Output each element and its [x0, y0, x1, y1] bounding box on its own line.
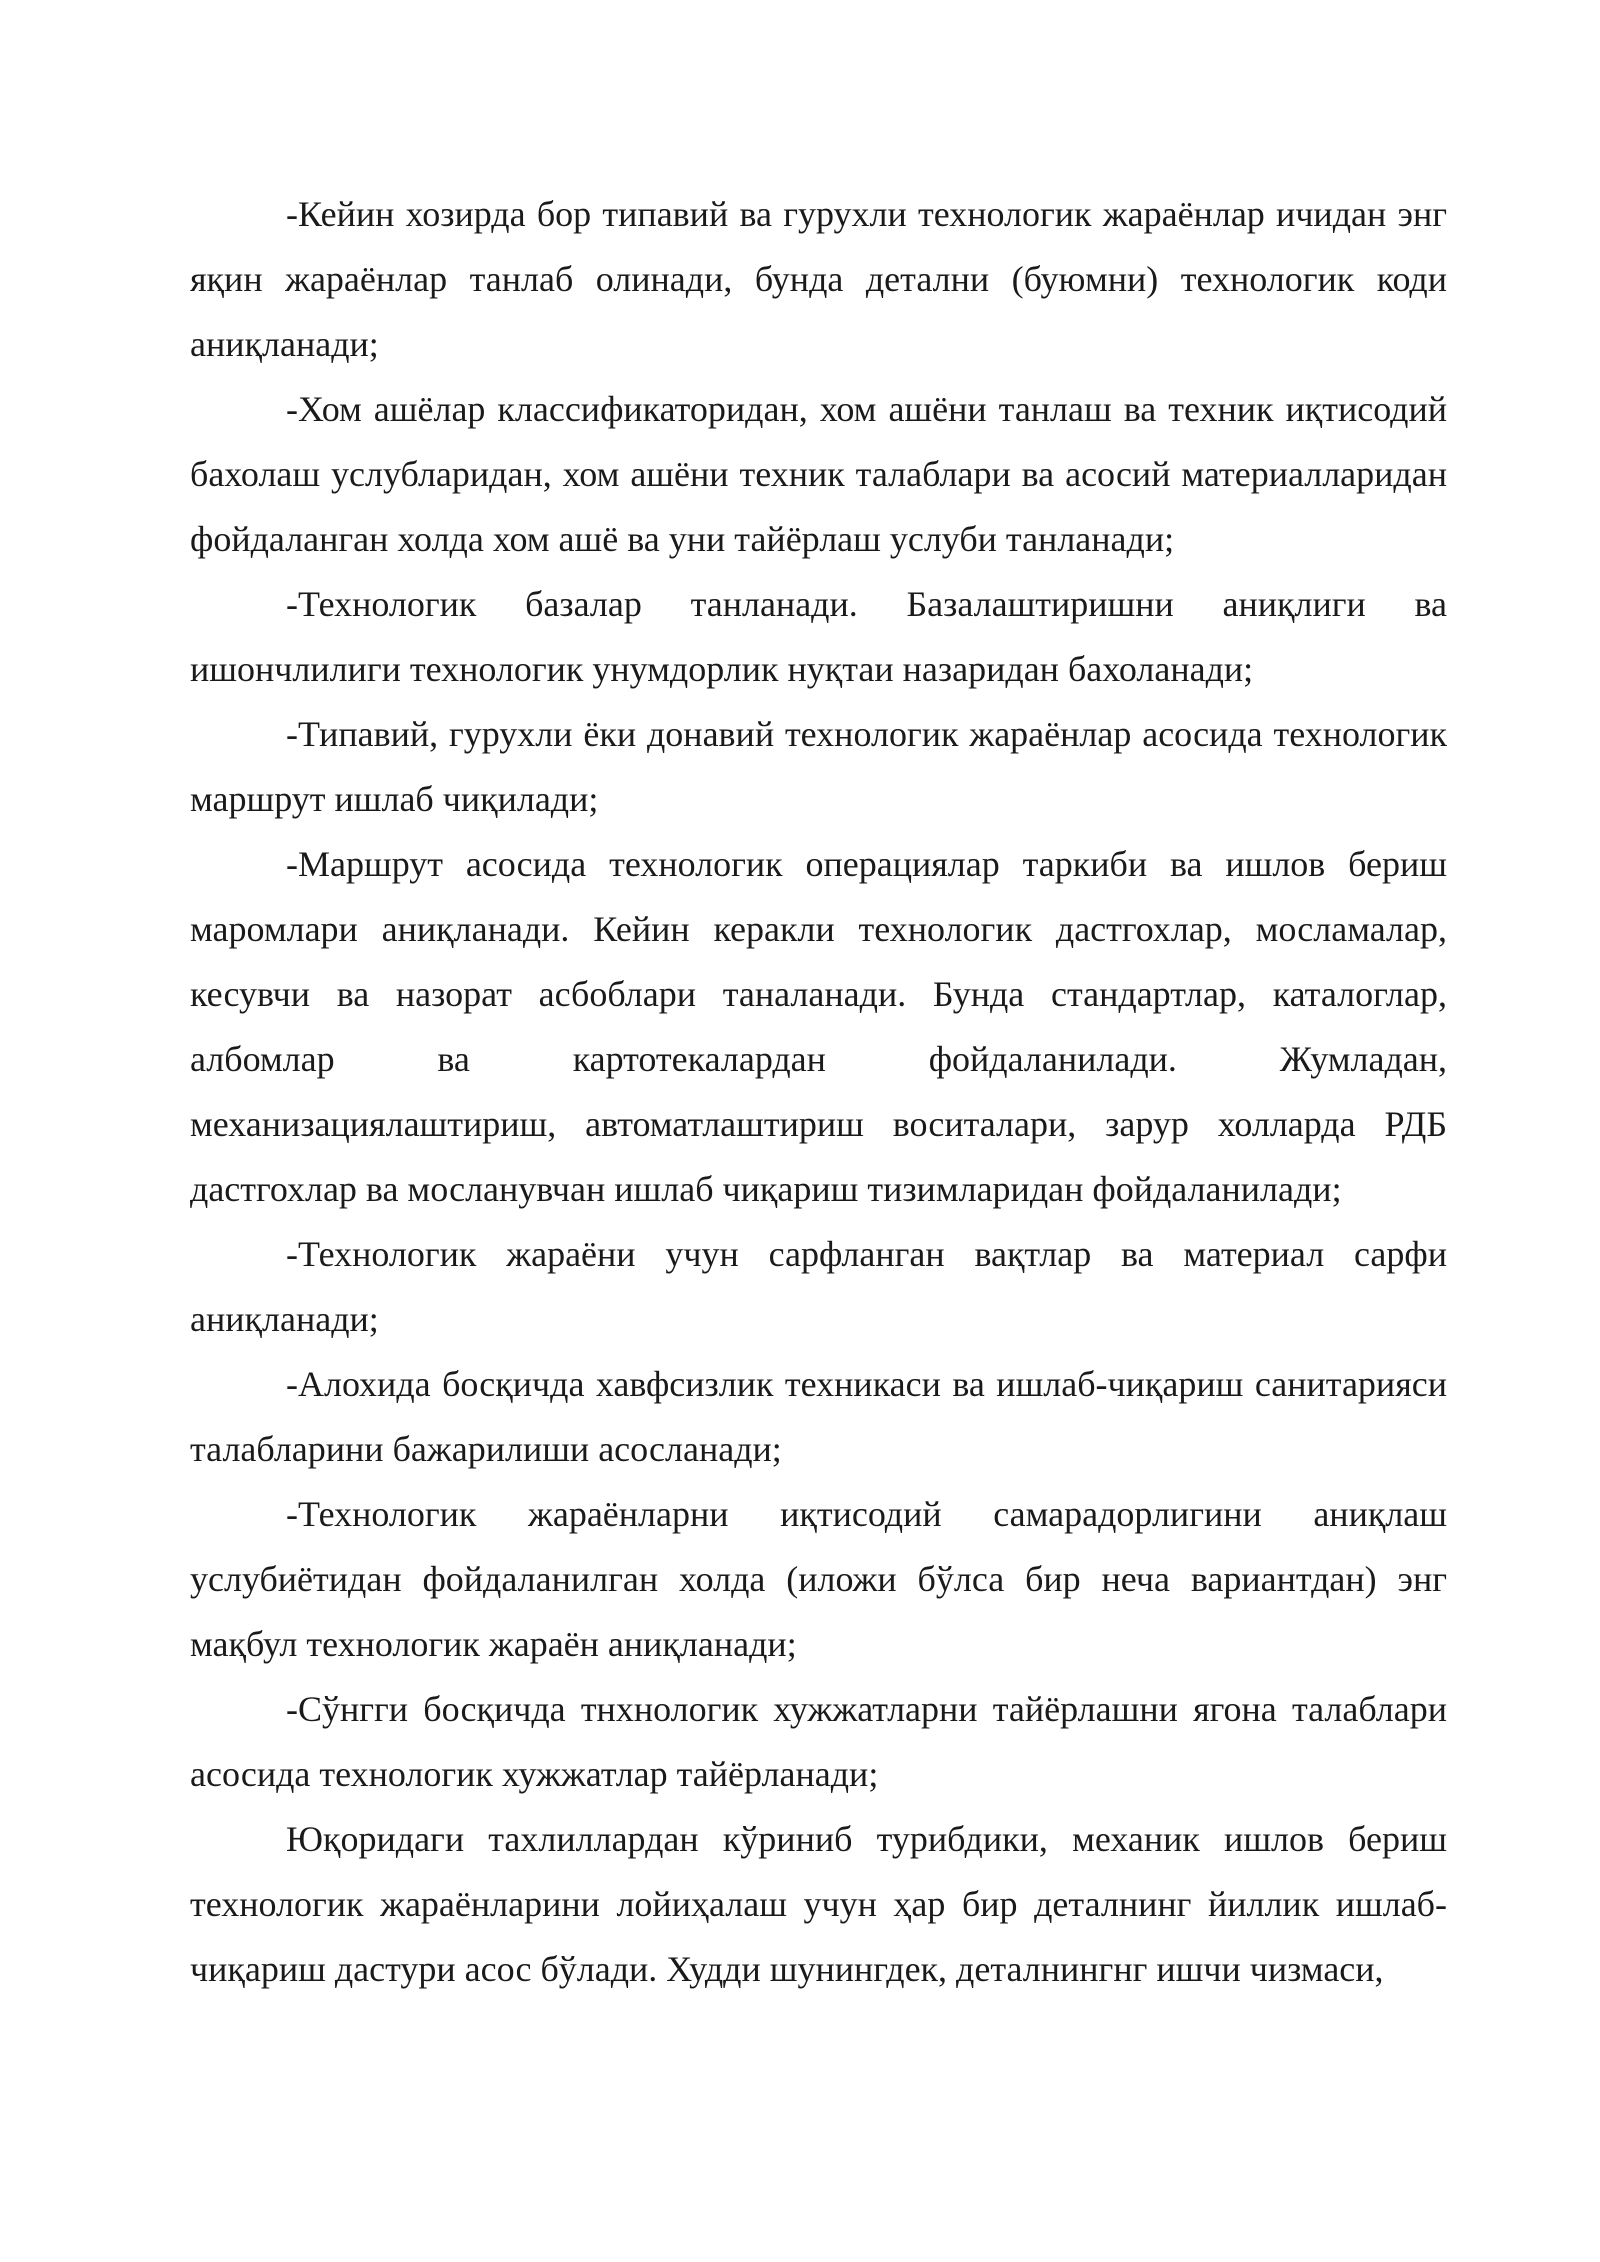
document-page — [190, 182, 1447, 2002]
paragraph-documentation: -Сўнгги босқичда тнхнологик хужжатларни тайёрлашни ягона талаблари асосида технологик хужжатлар тайёрланади; — [190, 1689, 1447, 1794]
paragraph-safety: -Алохида босқичда хавфсизлик техникаси ва ишлаб-чиқариш санитарияси талабларини бажарилиши асосланади; — [190, 1364, 1447, 1469]
paragraph-time-and-material: -Технологик жараёни учун сарфланган вақтлар ва материал сарфи аниқланади; — [190, 1234, 1447, 1339]
paragraph-conclusion: Юқоридаги тахлиллардан кўриниб турибдики, механик ишлов бериш технологик жараёнларини лойиҳалаш учун ҳар бир деталнинг йиллик ишлаб-чиқариш дастури асос бўлади. Худди шунингдек, деталнингнг ишчи чизмаси, — [190, 1819, 1447, 1989]
paragraph-economic-efficiency: -Технологик жараёнларни иқтисодий самарадорлигини аниқлаш услубиётидан фойдаланилган холда (иложи бўлса бир неча вариантдан) энг мақбул технологик жараён аниқланади; — [190, 1494, 1447, 1664]
paragraph-raw-materials: -Хом ашёлар классификаторидан, хом ашёни танлаш ва техник иқтисодий бахолаш услубларидан, хом ашёни техник талаблари ва асосий материалларидан фойдаланган холда хом ашё ва уни тайёрлаш услуби танланади; — [190, 389, 1447, 559]
paragraph-technological-bases: -Технологик базалар танланади. Базалаштиришни аниқлиги ва ишончлилиги технологик унумдорлик нуқтаи назаридан бахоланади; — [190, 584, 1447, 689]
paragraph-technological-route: -Типавий, гурухли ёки донавий технологик жараёнлар асосида технологик маршрут ишлаб чиқилади; — [190, 714, 1447, 819]
paragraph-operations-and-tools: -Маршрут асосида технологик операциялар таркиби ва ишлов бериш маромлари аниқланади. Кейин керакли технологик дастгохлар, мосламалар, кесувчи ва назорат асбоблари таналанади. Бунда стандартлар, каталоглар, албомлар ва картотекалардан фойдаланилади. Жумладан, механизациялаштириш, автоматлаштириш воситалари, зарур холларда РДБ дастгохлар ва мосланувчан ишлаб чиқариш тизимларидан фойдаланилади; — [190, 844, 1447, 1209]
paragraph-technological-code: -Кейин хозирда бор типавий ва гурухли технологик жараёнлар ичидан энг яқин жараёнлар танлаб олинади, бунда детални (буюмни) технологик коди аниқланади; — [190, 194, 1447, 364]
